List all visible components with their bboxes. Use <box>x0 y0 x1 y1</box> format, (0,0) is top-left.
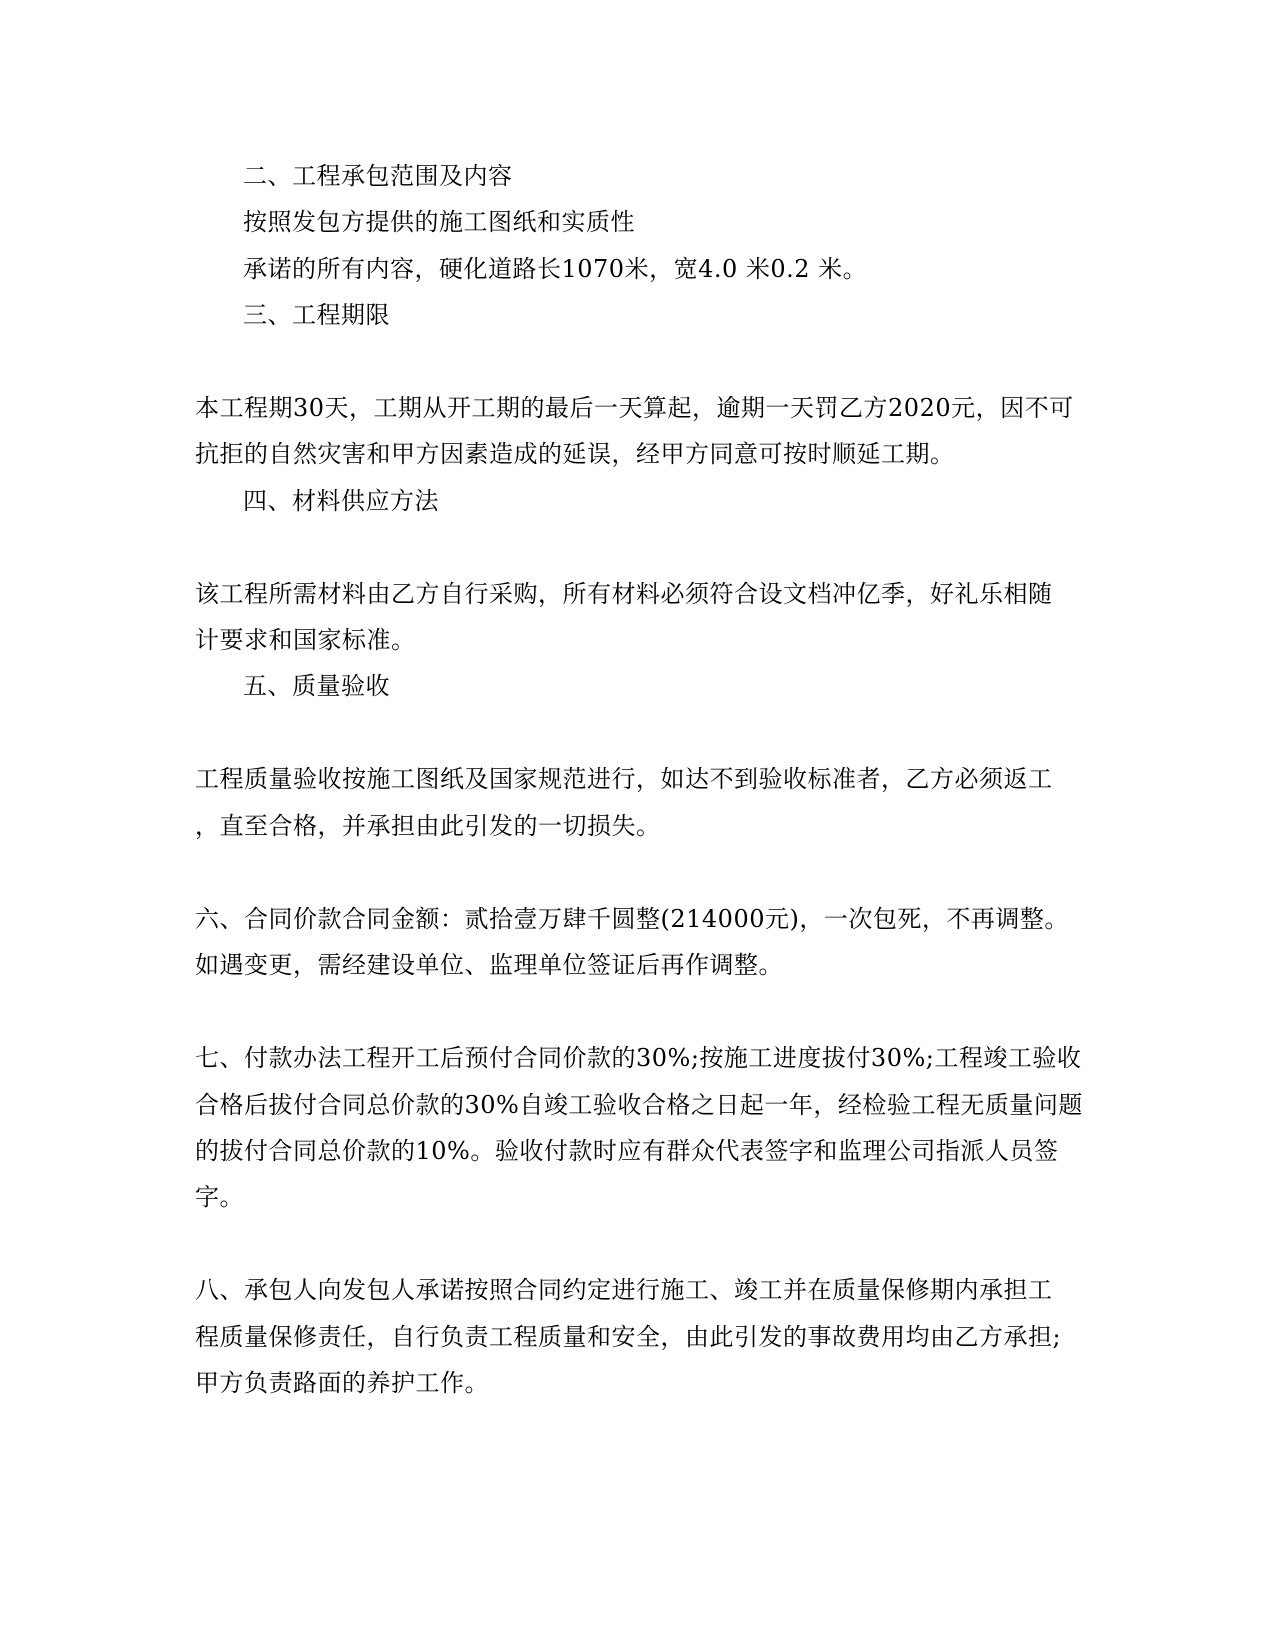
section-8-line-3: 甲方负责路面的养护工作。 <box>195 1369 489 1397</box>
section-3-line-2: 抗拒的自然灾害和甲方因素造成的延误，经甲方同意可按时顺延工期。 <box>195 440 955 468</box>
section-7-line-2: 合格后拔付合同总价款的30%自竣工验收合格之日起一年，经检验工程无质量问题 <box>195 1091 1083 1119</box>
section-2-line-1: 按照发包方提供的施工图纸和实质性 <box>243 208 635 236</box>
section-7-line-3: 的拔付合同总价款的10%。验收付款时应有群众代表签字和监理公司指派人员签 <box>195 1137 1059 1165</box>
section-5-line-1: 工程质量验收按施工图纸及国家规范进行，如达不到验收标准者，乙方必须返工 <box>195 765 1053 793</box>
section-3-heading: 三、工程期限 <box>243 301 390 329</box>
section-3-line-1: 本工程期30天，工期从开工期的最后一天算起，逾期一天罚乙方2020元，因不可 <box>195 394 1074 422</box>
section-8-line-1: 八、承包人向发包人承诺按照合同约定进行施工、竣工并在质量保修期内承担工 <box>195 1276 1053 1304</box>
section-2-line-2: 承诺的所有内容，硬化道路长1070米，宽4.0 米0.2 米。 <box>243 255 868 283</box>
section-7-line-4: 字。 <box>195 1183 244 1211</box>
section-6-line-1: 六、合同价款合同金额：贰拾壹万肆千圆整(214000元)，一次包死，不再调整。 <box>195 905 1069 933</box>
section-8-line-2: 程质量保修责任，自行负责工程质量和安全，由此引发的事故费用均由乙方承担; <box>195 1323 1062 1351</box>
section-2-heading: 二、工程承包范围及内容 <box>243 162 513 190</box>
section-4-line-1: 该工程所需材料由乙方自行采购，所有材料必须符合设文档冲亿季，好礼乐相随 <box>195 580 1053 608</box>
section-5-line-2: ，直至合格，并承担由此引发的一切损失。 <box>195 812 661 840</box>
section-5-heading: 五、质量验收 <box>243 672 390 700</box>
section-4-heading: 四、材料供应方法 <box>243 487 439 515</box>
section-4-line-2: 计要求和国家标准。 <box>195 626 416 654</box>
section-6-line-2: 如遇变更，需经建设单位、监理单位签证后再作调整。 <box>195 951 783 979</box>
section-7-line-1: 七、付款办法工程开工后预付合同价款的30%;按施工进度拔付30%;工程竣工验收 <box>195 1044 1082 1072</box>
